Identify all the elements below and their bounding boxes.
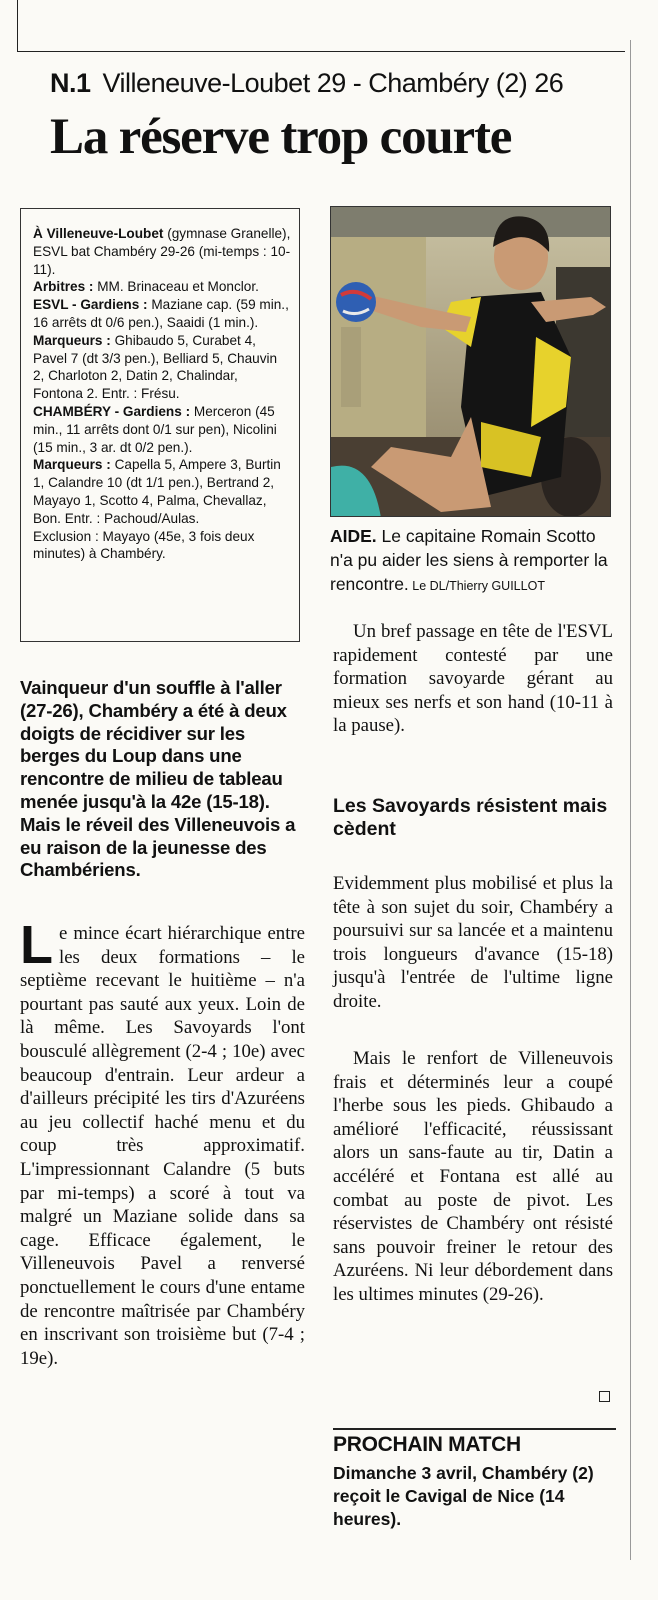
photo-illustration (331, 207, 611, 517)
drop-cap: L (20, 915, 53, 975)
next-match-title: PROCHAIN MATCH (333, 1433, 521, 1456)
header-border-left (17, 0, 18, 52)
exclusion-line: Exclusion : Mayayo (45e, 3 fois deux minutes) à Chambéry. (33, 528, 255, 562)
division-tag: N.1 (50, 68, 91, 98)
caption-lead: AIDE. (330, 526, 377, 546)
match-info-box (20, 208, 300, 642)
article-headline: La réserve trop courte (50, 109, 512, 165)
article-subheading: Les Savoyards résistent mais cèdent (333, 795, 608, 840)
chambery-goalkeepers-line: CHAMBÉRY - Gardiens : Merceron (45 min., 11 arrêts dont 0/1 sur pen), Nicolini (15 min., 3 ar. dt 0/2 pen.). (33, 403, 277, 455)
esvl-goalkeepers-line: ESVL - Gardiens : Maziane cap. (59 min., 16 arrêts dt 0/6 pen.), Saaidi (1 min.). (33, 297, 289, 330)
next-match-rule (333, 1428, 616, 1430)
column-border-right (630, 40, 631, 1560)
handball-player-photo (330, 206, 611, 517)
caption-text: Le capitaine Romain Scotto n'a pu aider les siens à remporter la rencontre. (330, 526, 608, 594)
article-standfirst: Vainqueur d'un souffle à l'aller (27-26), Chambéry a été à deux doigts de récidiver sur les berges du Loup dans une rencontre de milieu de tableau menée jusqu'à la 42e (15-18). Mais le réveil des Villeneuvois a eu raison de la jeunesse des Chambériens. (20, 677, 296, 881)
score-line: Villeneuve-Loubet 29 - Chambéry (2) 26 (102, 68, 564, 98)
photo-credit: Le DL/Thierry GUILLOT (408, 579, 545, 593)
article-paragraph-1 (20, 915, 305, 1370)
end-of-article-mark (599, 1391, 610, 1402)
paragraph-1-text: e mince écart hiérarchique entre les deux formations – le septième recevant le huitième – n'a pourtant pas sauté aux yeux. Loin de là même. Les Savoyards l'ont bousculé allègrement (2-4 ; 10e) avec beaucoup d'entrain. Leur ardeur a d'ailleurs précipité les tirs d'Azuréens au jeu collectif haché menu et du coup très approximatif. L'impressionnant Calandre (5 buts par mi-temps) a scoré à tout va malgré un Maziane solide dans sa cage. Efficace également, le Villeneuvois Pavel a renversé ponctuellement le cours d'une entame de rencontre maîtrisée par Chambéry en inscrivant son troisième but (7-4 ; 19e). (20, 923, 305, 1369)
header-border-bottom (17, 51, 625, 52)
esvl-scorers-line: Marqueurs : Ghibaudo 5, Curabet 4, Pavel 7 (dt 3/3 pen.), Belliard 5, Chauvin 2, Charloton 2, Datin 2, Chalindar, Fontona 2. Entr. : Frésu. (33, 332, 278, 402)
article-paragraph-4: Mais le renfort de Villeneuvois frais et déterminés leur a coupé l'herbe sous les pieds. Ghibaudo a amélioré l'efficacité, réussissant alors un sans-faute au tir, Datin a accéléré et Fontana est allé au combat au poste de pivot. Les réservistes de Chambéry ont résisté sans pouvoir freiner le retour des Azuréens. Ni leur débordement dans les ultimes minutes (29-26). (333, 1048, 613, 1305)
article-paragraph-3: Evidemment plus mobilisé et plus la tête à son sujet du soir, Chambéry a poursuivi sur sa lancée et a maintenu trois longueurs d'avance (15-18) jusqu'à l'entrée de l'ultime ligne droite. (333, 873, 613, 1012)
referees-line: Arbitres : MM. Brinaceau et Monclor. (33, 279, 259, 295)
score-kicker (50, 68, 563, 99)
article-paragraph-2: Un bref passage en tête de l'ESVL rapidement contesté par une formation savoyarde gérant au mieux ses nerfs et son hand (10-11 à la pause). (333, 621, 613, 737)
next-match-text: Dimanche 3 avril, Chambéry (2) reçoit le Cavigal de Nice (14 heures). (333, 1463, 594, 1529)
photo-caption (330, 524, 615, 598)
chambery-scorers-line: Marqueurs : Capella 5, Ampere 3, Burtin 1, Calandre 10 (dt 1/1 pen.), Bertrand 2, Mayayo 1, Scotto 4, Palma, Chevallaz, Bon. Entr. : Pachoud/Aulas. (33, 457, 281, 526)
venue-line: À Villeneuve-Loubet (gymnase Granelle), ESVL bat Chambéry 29-26 (mi-temps : 10-11). (33, 226, 291, 277)
